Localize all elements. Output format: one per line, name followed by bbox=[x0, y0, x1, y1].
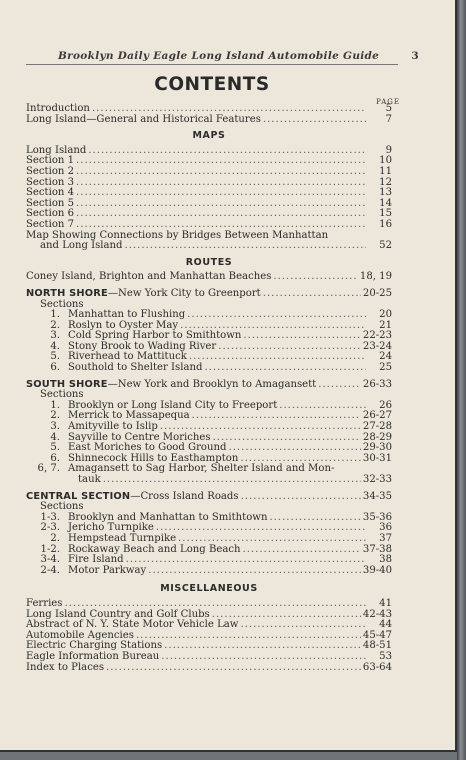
dot-leader bbox=[189, 352, 366, 363]
toc-entry-text: Ferries bbox=[26, 597, 63, 609]
toc-entry-text: Coney Island, Brighton and Manhattan Beaches bbox=[26, 271, 272, 283]
dot-leader bbox=[263, 115, 366, 126]
page-column-label: PAGE bbox=[376, 98, 400, 106]
section-number: 2-3. bbox=[40, 522, 60, 534]
page-title: CONTENTS bbox=[154, 74, 270, 95]
toc-entry[interactable] bbox=[26, 599, 392, 610]
toc-entry[interactable] bbox=[26, 167, 392, 178]
toc-entry-page: 63-64 bbox=[362, 661, 392, 673]
toc-section-entry[interactable] bbox=[26, 534, 392, 545]
toc-entry-text: Stony Brook to Wading River bbox=[68, 340, 217, 352]
section-number: 3. bbox=[50, 421, 60, 433]
toc-entry-text: Section 5 bbox=[26, 197, 75, 209]
dot-leader bbox=[192, 411, 361, 422]
toc-entry-page: 24 bbox=[379, 351, 392, 363]
section-number: 4. bbox=[50, 431, 60, 443]
dot-leader bbox=[243, 331, 360, 342]
dot-leader bbox=[125, 241, 366, 252]
toc-entry-page: 37-38 bbox=[362, 543, 392, 555]
toc-entry-page: 15 bbox=[379, 208, 392, 220]
toc-entry-text: Long Island bbox=[26, 144, 87, 156]
toc-entry-text: Jericho Turnpike bbox=[68, 522, 154, 534]
routes-heading: ROUTES bbox=[185, 256, 233, 268]
toc-entry[interactable] bbox=[26, 104, 392, 115]
toc-entry-page: 16 bbox=[379, 218, 392, 230]
toc-entry-page: 26 bbox=[379, 399, 392, 411]
dot-leader bbox=[218, 342, 361, 353]
toc-entry[interactable] bbox=[26, 652, 392, 663]
dot-leader bbox=[88, 146, 366, 157]
dot-leader bbox=[263, 289, 361, 300]
central-section-desc: —Cross Island Roads bbox=[130, 490, 239, 502]
north-shore-desc: —New York City to Greenport bbox=[107, 287, 261, 299]
toc-entry-text: Long Island Country and Golf Clubs bbox=[26, 608, 210, 620]
toc-entry-page: 29-30 bbox=[362, 442, 392, 454]
toc-entry-page: 30-31 bbox=[362, 452, 392, 464]
toc-entry-page: 38 bbox=[379, 554, 392, 566]
toc-entry-page: 23-24 bbox=[362, 340, 392, 352]
toc-entry-text: Manhattan to Flushing bbox=[68, 309, 186, 321]
toc-entry-page: 26-33 bbox=[362, 378, 392, 390]
dot-leader bbox=[279, 401, 366, 412]
south-shore-sections bbox=[26, 401, 392, 465]
section-number: 2. bbox=[50, 319, 60, 331]
toc-entry-text: Eagle Information Bureau bbox=[26, 650, 160, 662]
toc-entry-text: Electric Charging Stations bbox=[26, 640, 163, 652]
toc-entry-text: Section 7 bbox=[26, 218, 75, 230]
section-number: 2. bbox=[50, 410, 60, 422]
toc-entry-page: 35-36 bbox=[362, 511, 392, 523]
header-page-number: 3 bbox=[411, 50, 419, 62]
north-shore-sections bbox=[26, 310, 392, 374]
toc-entry-text: Rockaway Beach and Long Beach bbox=[68, 543, 241, 555]
toc-entry[interactable] bbox=[26, 188, 392, 199]
dot-leader bbox=[76, 188, 366, 199]
toc-entry-text: Section 2 bbox=[26, 165, 75, 177]
toc-entry[interactable] bbox=[26, 115, 392, 126]
dot-leader bbox=[318, 380, 361, 391]
toc-entry-text: Section 4 bbox=[26, 187, 75, 199]
dot-leader bbox=[76, 199, 366, 210]
toc-entry-page: 39-40 bbox=[362, 564, 392, 576]
toc-entry-page: 34-35 bbox=[362, 490, 392, 502]
toc-entry-text: Introduction bbox=[26, 103, 90, 114]
misc-list bbox=[26, 599, 392, 673]
toc-entry-continued[interactable] bbox=[26, 241, 392, 252]
toc-entry-page: 13 bbox=[379, 187, 392, 199]
toc-entry-page: 14 bbox=[379, 197, 392, 209]
toc-entry-text: Sayville to Centre Moriches bbox=[68, 431, 211, 443]
toc-entry-text: Roslyn to Oyster May bbox=[68, 319, 179, 331]
running-title: Brooklyn Daily Eagle Long Island Automobile Guide bbox=[58, 50, 380, 62]
south-shore-desc: —New York and Brooklyn to Amagansett bbox=[107, 378, 317, 390]
toc-entry-page: 7 bbox=[385, 113, 392, 125]
dot-leader bbox=[92, 104, 366, 115]
north-shore-entry[interactable] bbox=[26, 289, 392, 300]
sections-label: Sections bbox=[40, 501, 84, 513]
toc-entry-text: Merrick to Massapequa bbox=[68, 410, 190, 422]
toc-entry-page: 41 bbox=[379, 597, 392, 609]
toc-entry-page: 42-43 bbox=[362, 608, 392, 620]
toc-entry-page: 45-47 bbox=[362, 629, 392, 641]
toc-entry-page: 22-23 bbox=[362, 330, 392, 342]
dot-leader bbox=[243, 545, 361, 556]
contents-list bbox=[26, 104, 392, 673]
dot-leader bbox=[228, 443, 360, 454]
section-number: 5. bbox=[50, 442, 60, 454]
section-number: 6, 7. bbox=[37, 463, 60, 475]
toc-entry-text: Long Island—General and Historical Features bbox=[26, 113, 261, 125]
maps-list bbox=[26, 146, 392, 231]
toc-section-entry[interactable] bbox=[26, 566, 392, 577]
toc-entry[interactable] bbox=[26, 199, 392, 210]
toc-entry[interactable] bbox=[26, 178, 392, 189]
intro-list bbox=[26, 104, 392, 125]
section-number: 4. bbox=[50, 340, 60, 352]
toc-entry-text: Shinnecock Hills to Easthampton bbox=[68, 452, 239, 464]
toc-entry-text: Hempstead Turnpike bbox=[68, 532, 177, 544]
dot-leader bbox=[178, 534, 366, 545]
toc-entry-text: Automobile Agencies bbox=[26, 629, 134, 641]
section-number: 2-4. bbox=[40, 564, 60, 576]
toc-entry-page: 21 bbox=[379, 319, 392, 331]
toc-entry[interactable] bbox=[26, 209, 392, 220]
toc-entry-text: Riverhead to Mattituck bbox=[68, 351, 187, 363]
toc-entry-text: Amityville to Islip bbox=[68, 421, 158, 433]
toc-entry-page: 53 bbox=[379, 650, 392, 662]
toc-entry-text: Abstract of N. Y. State Motor Vehicle Law bbox=[26, 619, 239, 631]
toc-entry-text: Southold to Shelter Island bbox=[68, 362, 203, 374]
dot-leader bbox=[76, 209, 366, 220]
dot-leader bbox=[126, 555, 366, 566]
central-section-label: CENTRAL SECTION bbox=[26, 490, 131, 502]
toc-entry[interactable] bbox=[26, 156, 392, 167]
toc-entry[interactable] bbox=[26, 220, 392, 231]
toc-entry-page: 52 bbox=[379, 240, 392, 252]
toc-entry[interactable] bbox=[26, 663, 392, 674]
toc-entry-text: tauk bbox=[78, 474, 101, 485]
dot-leader bbox=[187, 310, 366, 321]
misc-heading: MISCELLANEOUS bbox=[160, 583, 258, 595]
toc-entry-text: Section 1 bbox=[26, 155, 75, 167]
toc-entry-text: Index to Places bbox=[26, 661, 105, 673]
toc-entry-text: Brooklyn and Manhattan to Smithtown bbox=[68, 511, 268, 523]
dot-leader bbox=[204, 363, 366, 374]
toc-entry-page: 44 bbox=[379, 619, 392, 631]
toc-entry-page: 37 bbox=[379, 532, 392, 544]
toc-entry-page: 9 bbox=[385, 144, 392, 156]
dot-leader bbox=[148, 566, 361, 577]
running-header bbox=[58, 50, 419, 62]
toc-entry-text: Motor Parkway bbox=[68, 564, 147, 576]
toc-entry-text: Amagansett to Sag Harbor, Shelter Island and Mon- bbox=[68, 463, 335, 475]
section-number: 5. bbox=[50, 351, 60, 363]
toc-entry-page: 18, 19 bbox=[359, 271, 392, 283]
toc-entry-page: 12 bbox=[379, 176, 392, 188]
section-number: 6. bbox=[50, 362, 60, 374]
section-number: 2. bbox=[50, 532, 60, 544]
section-number: 1-3. bbox=[40, 511, 60, 523]
toc-entry-text: Fire Island bbox=[68, 554, 124, 566]
toc-entry-page: 11 bbox=[379, 165, 392, 177]
dot-leader bbox=[273, 272, 358, 283]
dot-leader bbox=[76, 178, 366, 189]
toc-entry-page: 10 bbox=[379, 155, 392, 167]
dot-leader bbox=[161, 652, 366, 663]
toc-entry-page: 32-33 bbox=[362, 474, 392, 485]
section-number: 3. bbox=[50, 330, 60, 342]
toc-entry-page: 28-29 bbox=[362, 431, 392, 443]
dot-leader bbox=[213, 433, 361, 444]
toc-entry-text: Cold Spring Harbor to Smithtown bbox=[68, 330, 242, 342]
section-number: 1. bbox=[50, 309, 60, 321]
toc-section-entry-continued[interactable] bbox=[26, 475, 392, 486]
toc-entry[interactable] bbox=[26, 272, 392, 283]
section-number: 1-2. bbox=[40, 543, 60, 555]
dot-leader bbox=[269, 513, 360, 524]
dot-leader bbox=[103, 475, 361, 486]
toc-entry-text: Brooklyn or Long Island City to Freeport bbox=[68, 399, 278, 411]
toc-entry-page: 26-27 bbox=[362, 410, 392, 422]
south-shore-label: SOUTH SHORE bbox=[26, 378, 108, 390]
binding-edge bbox=[457, 0, 466, 760]
toc-entry-page: 5 bbox=[385, 103, 392, 114]
section-number: 3-4. bbox=[40, 554, 60, 566]
toc-entry-text: Map Showing Connections by Bridges Between Manhattan bbox=[26, 229, 329, 241]
dot-leader bbox=[76, 156, 366, 167]
toc-entry-text: Section 6 bbox=[26, 208, 75, 220]
toc-entry-page: 20 bbox=[379, 309, 392, 321]
sections-label: Sections bbox=[40, 298, 84, 310]
toc-entry-page: 25 bbox=[379, 362, 392, 374]
toc-entry-page: 48-51 bbox=[362, 640, 392, 652]
dot-leader bbox=[64, 599, 366, 610]
toc-entry-text: Section 3 bbox=[26, 176, 75, 188]
dot-leader bbox=[164, 641, 361, 652]
central-sections bbox=[26, 513, 392, 577]
header-rule bbox=[26, 64, 398, 65]
toc-entry-text: East Moriches to Good Ground bbox=[68, 442, 227, 454]
north-shore-label: NORTH SHORE bbox=[26, 287, 108, 299]
toc-entry-page: 27-28 bbox=[362, 421, 392, 433]
toc-entry-page: 20-25 bbox=[362, 287, 392, 299]
dot-leader bbox=[136, 631, 361, 642]
dot-leader bbox=[76, 167, 366, 178]
sections-label: Sections bbox=[40, 389, 84, 401]
toc-entry-page: 36 bbox=[379, 522, 392, 534]
maps-heading: MAPS bbox=[192, 130, 226, 142]
toc-entry[interactable] bbox=[26, 146, 392, 157]
dot-leader bbox=[241, 492, 361, 503]
dot-leader bbox=[240, 620, 366, 631]
section-number: 1. bbox=[50, 399, 60, 411]
toc-entry-text: and Long Island bbox=[40, 240, 123, 252]
dot-leader bbox=[76, 220, 366, 231]
section-number: 6. bbox=[50, 452, 60, 464]
dot-leader bbox=[156, 523, 366, 534]
toc-section-entry[interactable] bbox=[26, 363, 392, 374]
dot-leader bbox=[106, 663, 361, 674]
